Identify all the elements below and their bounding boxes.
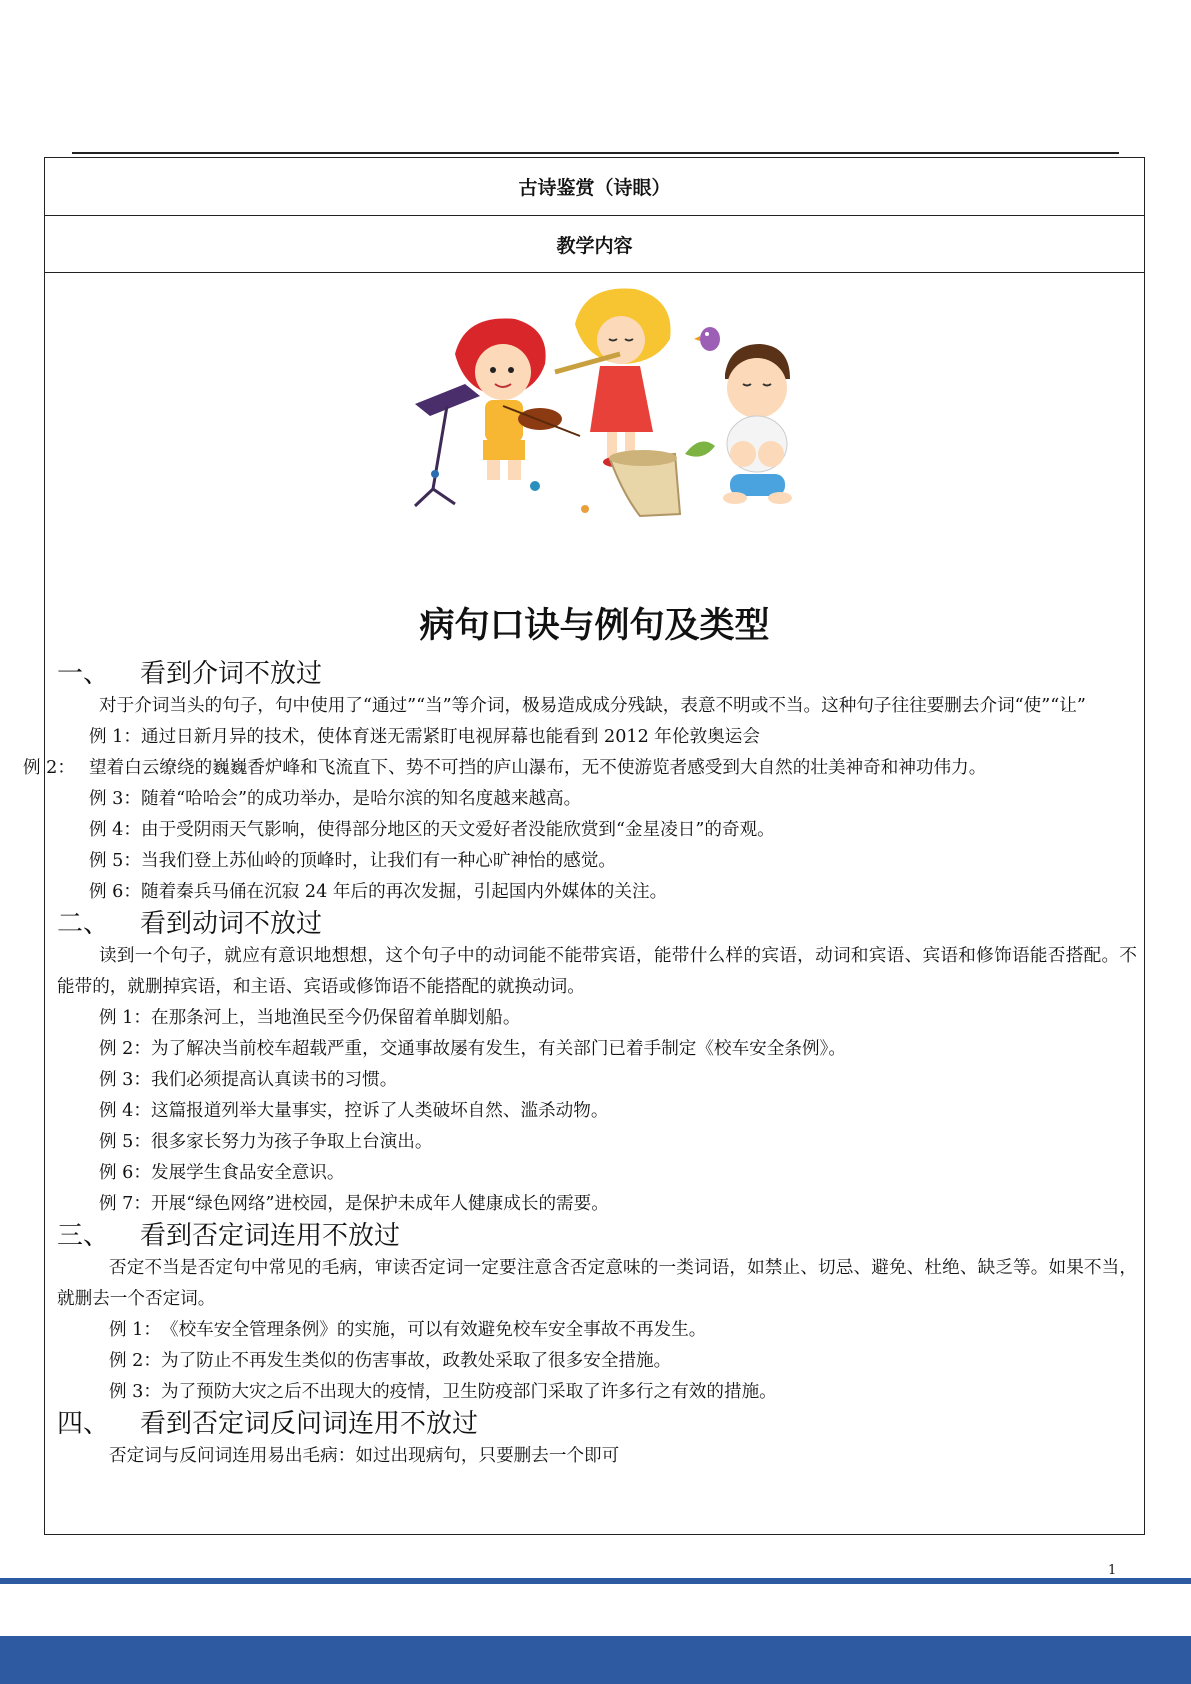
music-stand-icon [415,384,480,506]
footer-rule [0,1578,1191,1584]
footer-band [0,1636,1191,1684]
section-intro: 对于介词当头的句子，句中使用了“通过”“当”等介词，极易造成成分残缺，表意不明或不当。这种句子往往要删去介词“使”“让” [99,696,1086,716]
table-subtitle: 教学内容 [556,234,633,257]
children-music-illustration [385,284,865,519]
table-title: 古诗鉴赏（诗眼） [518,177,671,199]
tree-stump [609,442,715,517]
violin-child-figure [455,318,580,480]
example-item: 例 6：发展学生食品安全意识。 [99,1163,345,1183]
example-item: 例 4：由于受阴雨天气影响，使得部分地区的天文爱好者没能欣赏到“金星凌日”的奇观。 [89,820,775,840]
example-item: 例 5：当我们登上苏仙岭的顶峰时，让我们有一种心旷神怡的感觉。 [89,851,617,871]
example-item: 例 7：开展“绿色网络”进校园，是保护未成年人健康成长的需要。 [99,1194,609,1214]
table-title-row [45,158,1144,216]
section-heading: 二、 看到动词不放过 [57,909,323,939]
example-item: 例 1：《校车安全管理条例》的实施，可以有效避免校车安全事故不再发生。 [109,1320,707,1340]
example-item: 例 1：通过日新月异的技术，使体育迷无需紧盯电视屏幕也能看到 2012 年伦敦奥运会 [89,727,760,747]
page-number: 1 [1108,1563,1117,1578]
header-rule [72,152,1119,154]
section-intro: 读到一个句子，就应有意识地想想，这个句子中的动词能不能带宾语，能带什么样的宾语，动词和宾语、宾语和修饰语能否搭配。不能带的，就删掉宾语，和主语、宾语或修饰语不能搭配的就换动词。 [57,946,1137,997]
example-item: 例 3：随着“哈哈会”的成功举办，是哈尔滨的知名度越来越高。 [89,789,582,809]
section-heading: 三、 看到否定词连用不放过 [57,1221,401,1251]
document-title: 病句口诀与例句及类型 [419,605,770,646]
example-item: 例 3：我们必须提高认真读书的习惯。 [99,1070,398,1090]
content-table [23,157,1145,1535]
section-heading: 四、 看到否定词反问词连用不放过 [57,1409,479,1439]
sitting-boy-figure [723,344,792,504]
section-heading: 一、 看到介词不放过 [57,659,323,689]
example-item: 例 3：为了预防大灾之后不出现大的疫情，卫生防疫部门采取了许多行之有效的措施。 [109,1382,777,1402]
flute-girl-figure [555,288,671,467]
example-item: 例 5：很多家长努力为孩子争取上台演出。 [99,1132,433,1152]
example-item: 例 2：为了解决当前校车超载严重，交通事故屡有发生，有关部门已着手制定《校车安全条例》。 [99,1039,846,1059]
dot-decoration [431,470,439,478]
dot-decoration [581,505,589,513]
section-intro: 否定不当是否定句中常见的毛病，审读否定词一定要注意含否定意味的一类词语，如禁止、切忌、避免、杜绝、缺乏等。如果不当，就删去一个否定词。 [57,1258,1137,1309]
example-item: 例 2：为了防止不再发生类似的伤害事故，政教处采取了很多安全措施。 [109,1351,672,1371]
dot-decoration [530,481,540,491]
example-item: 例 6：随着秦兵马俑在沉寂 24 年后的再次发掘，引起国内外媒体的关注。 [89,882,668,902]
section-intro: 否定词与反问词连用易出毛病：如过出现病句，只要删去一个即可 [109,1446,620,1466]
example-item: 例 1：在那条河上，当地渔民至今仍保留着单脚划船。 [99,1008,521,1028]
table-subtitle-row [45,216,1144,273]
example-item: 例 2： 望着白云缭绕的巍巍香炉峰和飞流直下、势不可挡的庐山瀑布，无不使游览者感受到大自然的壮美神奇和神功伟力。 [23,758,987,778]
bird-icon [694,327,720,351]
document-body [23,658,1137,1472]
example-item: 例 4：这篇报道列举大量事实，控诉了人类破坏自然、滥杀动物。 [99,1101,609,1121]
